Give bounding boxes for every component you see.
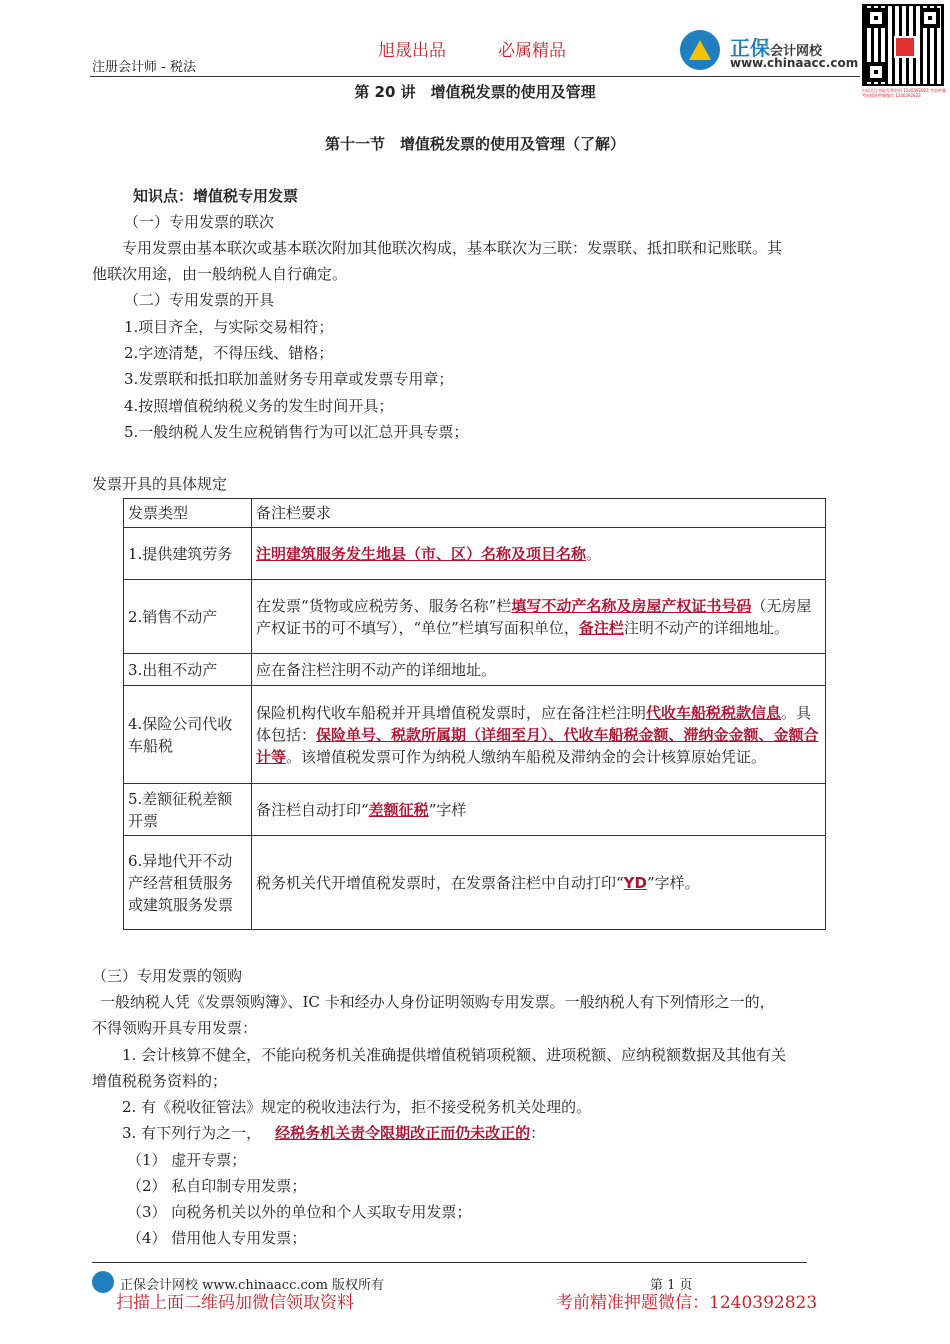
brand-logo-icon xyxy=(680,30,720,70)
highlight-text: 备注栏 xyxy=(578,618,624,637)
table-header-cell: 发票类型 xyxy=(124,499,252,528)
highlight-text: 经税务机关责令限期改正而仍未改正的 xyxy=(275,1124,531,1142)
remark-cell: 税务机关代开增值税发票时，在发票备注栏中自动打印“YD”字样。 xyxy=(252,836,826,930)
remark-cell: 注明建筑服务发生地县（市、区）名称及项目名称。 xyxy=(252,528,826,580)
brand-logo[interactable] xyxy=(680,28,860,74)
part2-heading: （二）专用发票的开具 xyxy=(124,291,275,309)
table-caption: 发票开具的具体规定 xyxy=(92,475,228,493)
part1-heading: （一）专用发票的联次 xyxy=(124,213,275,231)
footer-promo-left: 扫描上面二维码加微信领取资料 xyxy=(116,1293,354,1313)
table-row xyxy=(124,654,826,686)
table-header-cell: 备注栏要求 xyxy=(252,499,826,528)
knowledge-point: 知识点：增值税专用发票 xyxy=(133,187,299,205)
highlight-text: 填写不动产名称及房屋产权证书号码 xyxy=(511,596,752,615)
table-row xyxy=(124,580,826,654)
table-row xyxy=(124,784,826,836)
paragraph-line: 他联次用途，由一般纳税人自行确定。 xyxy=(92,265,348,283)
list-item: 3.发票联和抵扣联加盖财务专用章或发票专用章； xyxy=(124,370,454,388)
list-item: 3. 有下列行为之一， 经税务机关责令限期改正而仍未改正的： xyxy=(122,1124,546,1142)
remark-cell: 应在备注栏注明不动产的详细地址。 xyxy=(252,654,826,686)
list-item: 2.字迹清楚，不得压线、错格； xyxy=(124,344,334,362)
table-row xyxy=(124,836,826,930)
highlight-text: 代收车船税税款信息 xyxy=(646,703,782,722)
sub-item: （3） 向税务机关以外的单位和个人买取专用发票； xyxy=(127,1203,472,1221)
highlight-text: YD xyxy=(623,873,647,892)
course-name: 注册会计师 - 税法 xyxy=(92,60,196,75)
list-item: 1.项目齐全，与实际交易相符； xyxy=(124,318,334,336)
invoice-type-cell: 2.销售不动产 xyxy=(124,580,252,654)
remark-cell: 备注栏自动打印“差额征税”字样 xyxy=(252,784,826,836)
footer-promo-right: 考前精准押题微信：1240392823 xyxy=(556,1293,818,1313)
paragraph-line: 不得领购开具专用发票： xyxy=(92,1019,258,1037)
brand-name: 正保会计网校 xyxy=(730,36,823,60)
invoice-rules-table xyxy=(123,498,826,930)
list-item: 2. 有《税收征管法》规定的税收违法行为，拒不接受税务机关处理的。 xyxy=(122,1098,592,1116)
part3-heading: （三）专用发票的领购 xyxy=(92,967,243,985)
list-item: 增值税税务资料的； xyxy=(92,1072,228,1090)
lecture-title: 第 20 讲 增值税发票的使用及管理 xyxy=(354,83,596,101)
page-number: 第 1 页 xyxy=(650,1278,693,1293)
table-header-row xyxy=(124,499,826,528)
header-slogan-right: 必属精品 xyxy=(498,41,566,61)
highlight-text: 差额征税 xyxy=(368,800,429,819)
header-divider xyxy=(90,76,860,77)
sub-item: （1） 虚开专票； xyxy=(127,1151,247,1169)
invoice-type-cell: 4.保险公司代收车船税 xyxy=(124,686,252,784)
remark-cell: 在发票“货物或应税劳务、服务名称”栏填写不动产名称及房屋产权证书号码（无房屋产权证书的可不填写），“单位”栏填写面积单位，备注栏注明不动产的详细地址。 xyxy=(252,580,826,654)
list-item: 4.按照增值税纳税义务的发生时间开具； xyxy=(124,397,394,415)
remark-cell: 保险机构代收车船税并开具增值税发票时，应在备注栏注明代收车船税税款信息。具体包括：保险单号、税款所属期（详细至月）、代收车船税金额、滞纳金金额、金额合计等。该增值税发票可作为纳税人缴纳车船税及滞纳金的会计核算原始凭证。 xyxy=(252,686,826,784)
invoice-type-cell: 5.差额征税差额开票 xyxy=(124,784,252,836)
highlight-text: 保险单号、税款所属期（详细至月）、代收车船税金额、滞纳金金额、金额合计等 xyxy=(256,725,819,766)
invoice-type-cell: 6.异地代开不动产经营租赁服务或建筑服务发票 xyxy=(124,836,252,930)
qr-code-icon xyxy=(862,4,944,86)
list-item: 5.一般纳税人发生应税销售行为可以汇总开具专票； xyxy=(124,423,469,441)
header-slogan-left: 旭晟出品 xyxy=(378,41,446,61)
sub-item: （4） 借用他人专用发票； xyxy=(127,1229,307,1247)
invoice-type-cell: 1.提供建筑劳务 xyxy=(124,528,252,580)
highlight-text: 注明建筑服务发生地县（市、区）名称及项目名称 xyxy=(256,544,587,563)
section-title: 第十一节 增值税发票的使用及管理（了解） xyxy=(324,135,625,153)
table-row xyxy=(124,528,826,580)
brand-url: www.chinaacc.com xyxy=(730,56,859,70)
footer-copyright: 正保会计网校 www.chinaacc.com 版权所有 xyxy=(120,1278,385,1293)
table-row xyxy=(124,686,826,784)
footer-divider xyxy=(92,1262,807,1263)
footer-logo-icon xyxy=(92,1271,114,1293)
paragraph-line: 一般纳税人凭《发票领购簿》、IC 卡和经办人身份证明领购专用发票。一般纳税人有下列情形之一的， xyxy=(100,993,775,1011)
paragraph-line: 专用发票由基本联次或基本联次附加其他联次构成，基本联次为三联：发票联、抵扣联和记账联。其 xyxy=(122,239,783,257)
list-item: 1. 会计核算不健全，不能向税务机关准确提供增值税销项税额、进项税额、应纳税额数据及其他有关 xyxy=(122,1046,787,1064)
sub-item: （2） 私自印制专用发票； xyxy=(127,1177,307,1195)
invoice-type-cell: 3.出租不动产 xyxy=(124,654,252,686)
qr-note: 扫码关注领取免费资料 1240392823 考前押题 考前精准押题微信 1240392823 xyxy=(862,88,946,98)
